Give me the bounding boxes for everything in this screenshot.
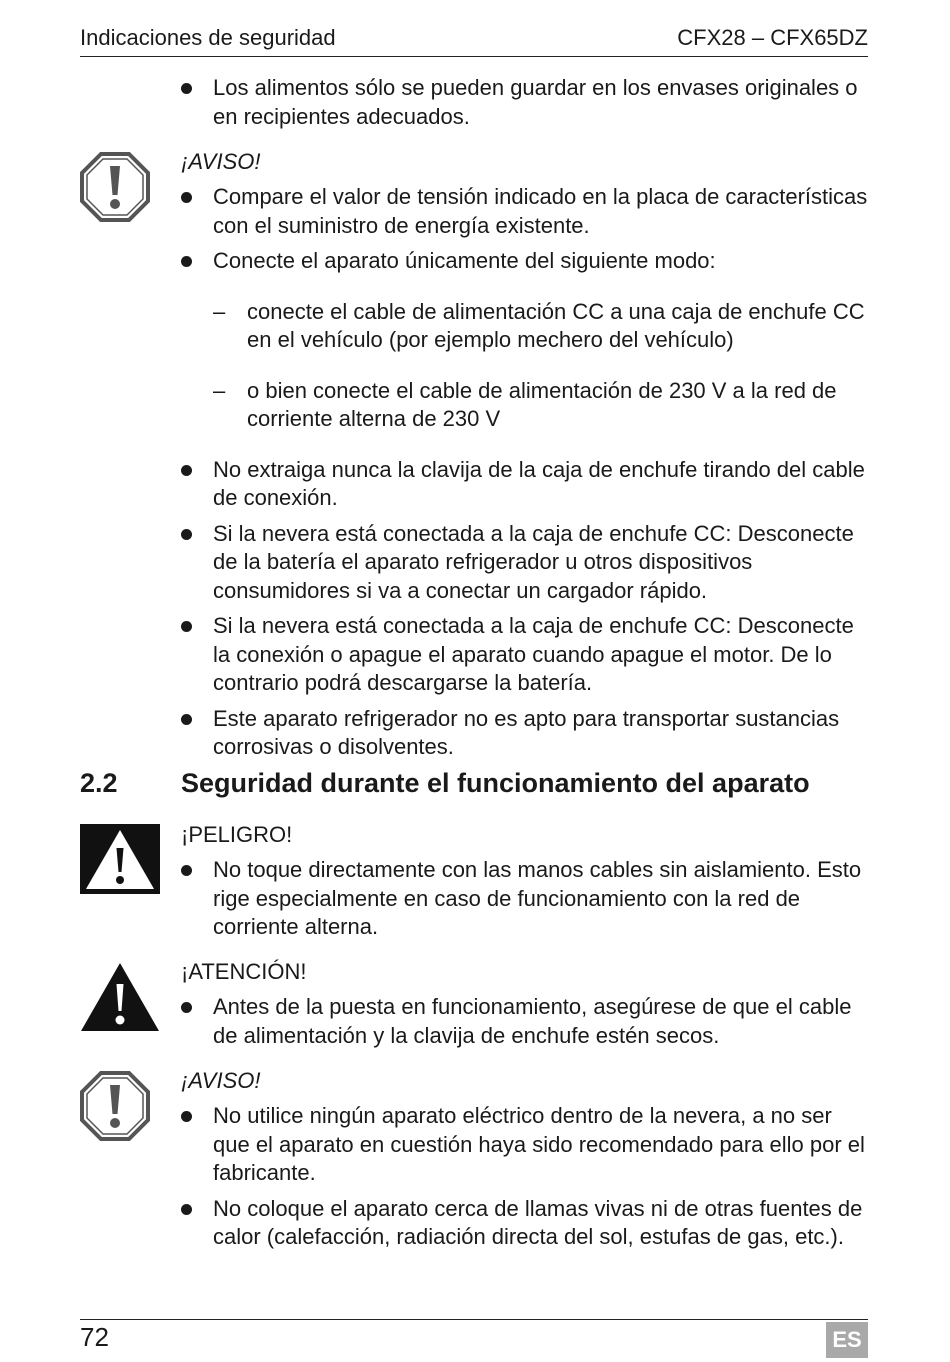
notice-label: ¡AVISO! bbox=[181, 149, 261, 174]
list-item: Este aparato refrigerador no es apto para transportar sustancias corrosivas o disolventes. bbox=[181, 705, 873, 762]
bullet-dot bbox=[181, 1002, 192, 1013]
section-number: 2.2 bbox=[80, 768, 118, 798]
bullet-dot bbox=[181, 529, 192, 540]
bullet-dot bbox=[181, 1204, 192, 1215]
caution-block bbox=[181, 958, 873, 1050]
list-item: No extraiga nunca la clavija de la caja de enchufe tirando del cable de conexión. bbox=[181, 456, 873, 513]
list-item: No toque directamente con las manos cables sin aislamiento. Esto rige especialmente en caso de funcionamiento con la red de corriente alterna. bbox=[181, 856, 873, 942]
header-section-title: Indicaciones de seguridad bbox=[80, 25, 336, 50]
notice-octagon-icon bbox=[80, 1071, 150, 1141]
list-item: Conecte el aparato únicamente del siguiente modo: bbox=[181, 247, 873, 276]
caution-label: ¡ATENCIÓN! bbox=[181, 959, 307, 984]
danger-block bbox=[181, 821, 873, 942]
bullet-dot bbox=[181, 465, 192, 476]
language-badge: ES bbox=[826, 1322, 868, 1358]
footer-divider bbox=[80, 1319, 868, 1320]
list-item: Los alimentos sólo se pueden guardar en los envases originales o en recipientes adecuados. bbox=[181, 74, 873, 131]
bullet-dot bbox=[181, 83, 192, 94]
danger-triangle-icon bbox=[80, 824, 160, 894]
notice-block-1 bbox=[181, 148, 873, 762]
caution-triangle-icon bbox=[80, 962, 160, 1032]
list-item: No utilice ningún aparato eléctrico dentro de la nevera, a no ser que el aparato en cuestión haya sido recomendado para ello por el fabricante. bbox=[181, 1102, 873, 1188]
list-item: Compare el valor de tensión indicado en la placa de características con el suministro de energía existente. bbox=[181, 183, 873, 240]
bullet-dot bbox=[181, 256, 192, 267]
notice-label: ¡AVISO! bbox=[181, 1068, 261, 1093]
section-title: Seguridad durante el funcionamiento del aparato bbox=[181, 768, 810, 798]
bullet-dot bbox=[181, 1111, 192, 1122]
bullet-dot bbox=[181, 714, 192, 725]
notice-octagon-icon bbox=[80, 152, 150, 222]
bullet-dot bbox=[181, 192, 192, 203]
header-model: CFX28 – CFX65DZ bbox=[677, 25, 868, 50]
list-item: Si la nevera está conectada a la caja de enchufe CC: Desconecte de la batería el aparato refrigerador u otros dispositivos consumidores si va a conectar un cargador rápido. bbox=[181, 520, 873, 606]
bullet-dot bbox=[181, 865, 192, 876]
sub-list-item: – conecte el cable de alimentación CC a una caja de enchufe CC en el vehículo (por ejemplo mechero del vehículo) bbox=[213, 298, 865, 352]
notice-block-2 bbox=[181, 1067, 873, 1252]
danger-label: ¡PELIGRO! bbox=[181, 822, 293, 847]
page-header bbox=[80, 24, 868, 57]
sub-list-item: – o bien conecte el cable de alimentación de 230 V a la red de corriente alterna de 230 V bbox=[213, 377, 837, 431]
list-item: Si la nevera está conectada a la caja de enchufe CC: Desconecte la conexión o apague el aparato cuando apague el motor. De lo contrario podrá descargarse la batería. bbox=[181, 612, 873, 698]
page-number: 72 bbox=[80, 1322, 109, 1352]
bullet-dot bbox=[181, 621, 192, 632]
list-item: No coloque el aparato cerca de llamas vivas ni de otras fuentes de calor (calefacción, radiación directa del sol, estufas de gas, etc.). bbox=[181, 1195, 873, 1252]
intro-block bbox=[181, 74, 873, 131]
list-item: Antes de la puesta en funcionamiento, asegúrese de que el cable de alimentación y la clavija de enchufe estén secos. bbox=[181, 993, 873, 1050]
